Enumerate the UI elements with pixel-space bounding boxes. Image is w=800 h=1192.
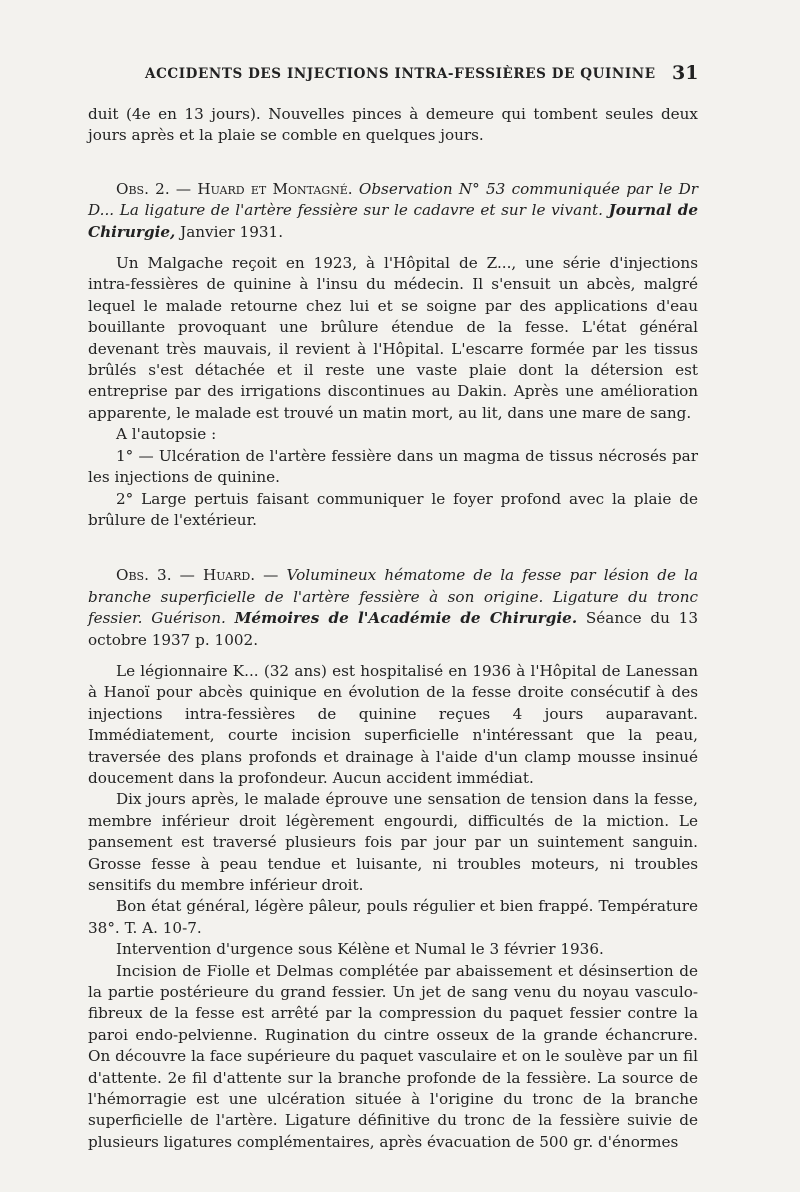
obs2-title: Observation N° 53 communiquée par le Dr D... La ligature de l'artère fessière sur le cadavre et sur le vivant. [88, 179, 699, 220]
paragraph-finding-2: 2° Large pertuis faisant communiquer le foyer profond avec la plaie de brûlure de l'extérieur. [88, 489, 698, 529]
obs3-journal: Mémoires de l'Académie de Chirurgie. [234, 609, 578, 628]
obs3-title: Volumineux hématome de la fesse par lésion de la branche superficielle de l'artère fessière à son origine. Ligature du tronc fessier. Guérison. [88, 566, 699, 628]
obs3-label: Obs. 3. — [116, 566, 195, 585]
paragraph-ten-days: Dix jours après, le malade éprouve une sensation de tension dans la fesse, membre inférieur droit légèrement engourdi, difficultés de la miction. Le pansement est traversé plusieurs fois par jour par un suintement sanguin. Grosse fesse à peau tendue et luisante, ni troubles moteurs, ni troubles sensitifs du membre inférieur droit. [88, 790, 698, 894]
observation-3-reference [88, 565, 698, 651]
paragraph-autopsy: A l'autopsie : [116, 425, 217, 444]
paragraph-general-state: Bon état général, légère pâleur, pouls régulier et bien frappé. Température 38°. T. A. 10-7. [88, 897, 698, 937]
obs2-date: Janvier 1931. [180, 222, 284, 241]
body-text [88, 104, 698, 1153]
obs2-label: Obs. 2. — [116, 179, 192, 198]
obs3-date: Séance du 13 octobre 1937 p. 1002. [88, 609, 699, 649]
obs3-authors: Huard. — [202, 566, 279, 585]
paragraph-intervention: Intervention d'urgence sous Kélène et Numal le 3 février 1936. [116, 940, 604, 959]
paragraph-continuation: duit (4e en 13 jours). Nouvelles pinces à demeure qui tombent seules deux jours après et la plaie se comble en quelques jours. [88, 105, 698, 145]
paragraph-case-2: Le légionnaire K... (32 ans) est hospitalisé en 1936 à l'Hôpital de Lanessan à Hanoï pour abcès quinique en évolution de la fesse droite consécutif à des injections intra-fessières de quinine reçues 4 jours auparavant. Immédiatement, courte incision superficielle n'intéressant que la peau, traversée des plans profonds et drainage à l'aide d'un clamp mousse insinué doucement dans la profondeur. Aucun accident immédiat. [88, 661, 698, 787]
page-number: 31 [672, 62, 699, 84]
obs2-journal: Journal de Chirurgie, [88, 201, 699, 241]
paragraph-case-1: Un Malgache reçoit en 1923, à l'Hôpital de Z..., une série d'injections intra-fessières de quinine à l'insu du médecin. Il s'ensuit un abcès, malgré lequel le malade retourne chez lui et se soigne par des applications d'eau bouillante provoquant une brûlure étendue de la fesse. L'état général devenant très mauvais, il revient à l'Hôpital. L'escarre formée par les tissus brûlés s'est détachée et il reste une vaste plaie dont la détersion est entreprise par des irrigations discontinues au Dakin. Après une amélioration apparente, le malade est trouvé un matin mort, au lit, dans une mare de sang. [88, 254, 698, 422]
observation-2-reference [88, 179, 698, 243]
running-header: ACCIDENTS DES INJECTIONS INTRA-FESSIÈRES DE QUININE [145, 66, 656, 82]
paragraph-finding-1: 1° — Ulcération de l'artère fessière dans un magma de tissus nécrosés par les injections de quinine. [88, 446, 698, 487]
obs2-authors: Huard et Montagné. [197, 179, 353, 198]
paragraph-incision: Incision de Fiolle et Delmas complétée par abaissement et désinsertion de la partie postérieure du grand fessier. Un jet de sang venu du noyau vasculo-fibreux de la fesse est arrêté par la compression du paquet fessier contre la paroi endo-pelvienne. Rugination du cintre osseux de la grande échancrure. On découvre la face supérieure du paquet vasculaire et on le soulève par un fil d'attente. 2e fil d'attente sur la branche profonde de la fessière. La source de l'hémorragie est une ulcération située à l'origine du tronc de la branche superficielle de l'artère. Ligature définitive du tronc de la fessière suivie de plusieurs ligatures complémentaires, après évacuation de 500 gr. d'énormes [88, 961, 698, 1151]
